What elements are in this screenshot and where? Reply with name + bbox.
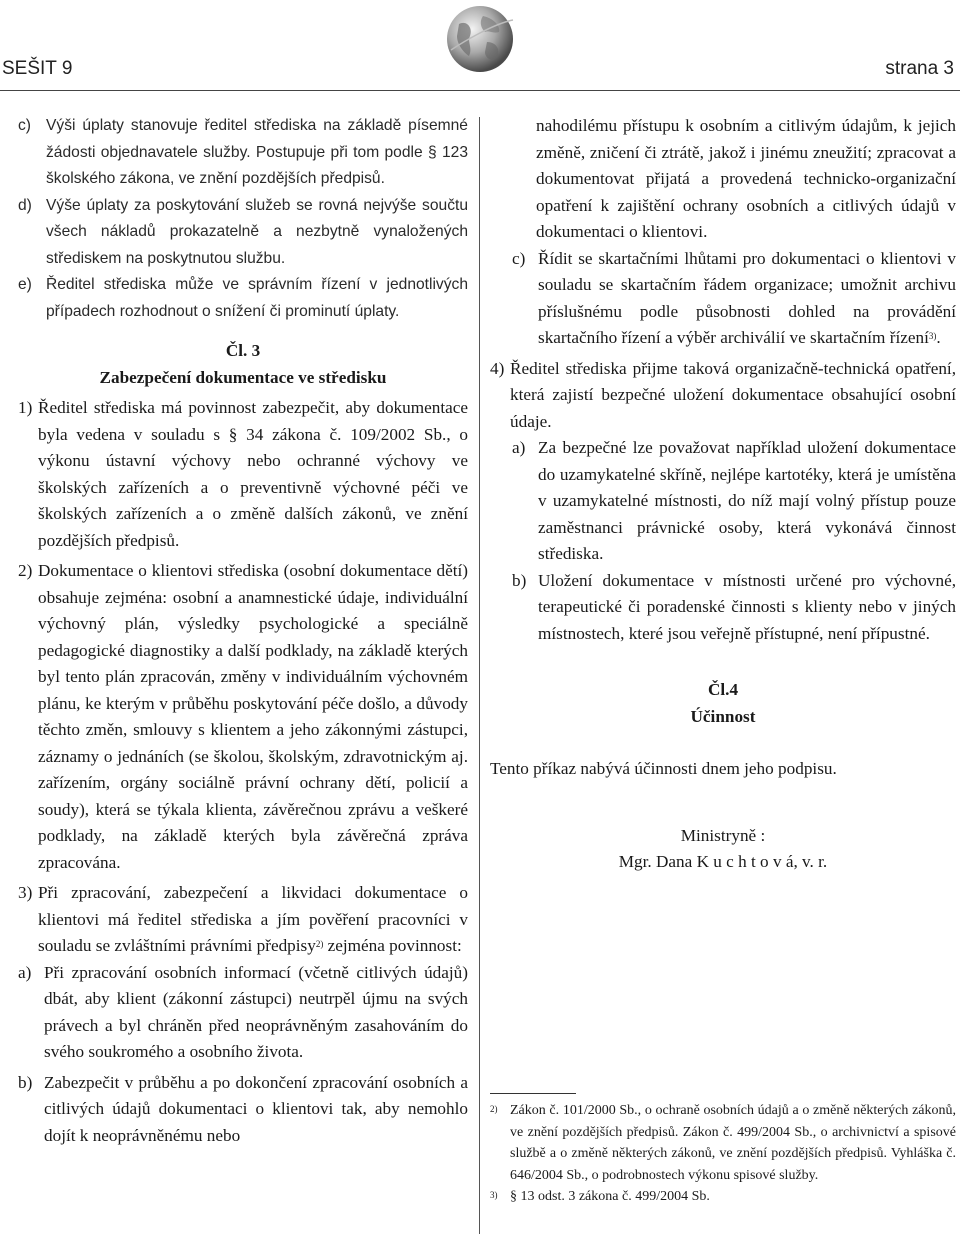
list-item-2 [18,558,468,876]
header-divider [0,90,960,91]
article-3-number: Čl. 3 [225,341,261,360]
header-right: strana 3 [885,58,954,79]
footnote-ref-3: 3) [928,331,937,341]
list-text: Zabezpečit v průběhu a po dokončení zpracování osobních a citlivých údajů dokumentaci o klientovi tak, aby nemohlo dojít k neoprávněnému nebo [44,1072,468,1145]
list-label: c) [18,117,31,134]
list-item-d [18,193,468,273]
list-text: Dokumentace o klientovi střediska (osobní dokumentace dětí) obsahuje zejména: osobní a anamnestické údaje, individuální výchovný plán, výsledky psychologické a speciálně pedagogické diagnostiky a další podklady, na základě kterých byl tento plán zpracován, změny v individuálním výchovném plánu, ke kterým v průběhu poskytování péče došlo, a důvody těchto změn, smlouvy s klientem a jeho zákonnými zástupci, záznamy o jednáních (se školou, školským, zdravotnickým aj. zařízením, orgány sociálně právní ochrany dětí, policií a soudy), která se týkala klienta, závěrečnou zprávu a veškeré podklady, na základě kterých byla závěrečná zpráva zpracována. [38,561,468,872]
list-text [538,246,956,352]
footnote-ref-2: 2) [315,939,324,949]
footnotes [490,1100,956,1208]
list-text: Výše úplaty za poskytování služeb se rovná nejvýše součtu všech nákladů prokazatelně a nezbytně vynaložených střediskem na poskytnutou službu. [46,196,468,267]
list-text: nahodilému přístupu k osobním a citlivým údajům, k jejich změně, zničení či ztrátě, jakož i jinému zneužití; zpracovat a dokumentovat přijatá a provedená technicko-organizační opatření k zajištění ochrany osobních a citlivých údajů v dokumentaci o klientovi. [536,116,956,241]
list-label: 1) [18,398,33,417]
list-label: 2) [18,561,33,580]
list-label: c) [512,248,526,268]
header-left: SEŠIT 9 [2,58,73,79]
list-label: b) [512,570,527,590]
footnote-3 [490,1186,956,1208]
list-label: d) [18,196,32,214]
footnote-text: Zákon č. 101/2000 Sb., o ochraně osobních údajů a o změně některých zákonů, ve znění pozdějších předpisů. Zákon č. 499/2004 Sb., o archivnictví a spisové službě a o změně některých zákonů, ve znění pozdějších předpisů. Vyhláška č. 646/2004 Sb., o podrobnostech výkonu spisové služby. [510,1103,956,1183]
list-label: a) [18,962,32,982]
article-4-title: Účinnost [690,706,756,726]
list-item-3 [18,880,468,960]
list-text: Ředitel střediska má povinnost zabezpečit, aby dokumentace byla vedena v souladu s § 34 zákona č. 109/2002 Sb., o výkonu ústavní výchovy nebo ochranné výchovy ve školských zařízeních a o preventivně výchovné péči ve školských zařízeních a o změně dalších zákonů, ve znění pozdějších předpisů. [38,398,468,550]
minister-label: Ministryně : [680,825,766,845]
list-label: 3) [18,883,33,902]
article-3-title: Zabezpečení dokumentace ve středisku [99,367,387,387]
left-column [18,113,468,1149]
sublist-item-4b [490,568,956,648]
list-text: Výši úplaty stanovuje ředitel střediska na základě písemné žádosti objednavatele služby. Postupuje při tom podle § 123 školského zákona, ve znění pozdějších předpisů. [46,117,468,187]
list-text-tail: . [936,328,941,347]
article-4-number: Čl.4 [707,680,739,699]
footnote-text: § 13 odst. 3 zákona č. 499/2004 Sb. [510,1189,710,1204]
list-text-b: zejména povinnost: [323,936,462,955]
list-text-a: Při zpracování, zabezpečení a likvidaci dokumentace o klientovi má ředitel střediska a jím pověření pracovníci v souladu se zvláštními právními předpisy [38,883,468,955]
sublist-item-c [490,246,956,352]
footnote-divider [490,1093,576,1094]
list-item-4 [490,356,956,436]
footnote-2 [490,1100,956,1186]
effect-statement: Tento příkaz nabývá účinnosti dnem jeho podpisu. [490,759,837,778]
list-label: b) [18,1072,33,1092]
footnote-number: 2) [490,1104,498,1114]
list-item-e [18,272,468,325]
list-text: Za bezpečné lze považovat například uložení dokumentace do uzamykatelné skříně, nejlépe kartotéky, která je umístěna v uzamykatelné místnosti, do níž mají volný přístup pouze zaměstnanci právnické osoby, která vykonává činnost střediska. [538,438,956,563]
minister-name: Mgr. Dana K u c h t o v á, v. r. [618,852,828,871]
list-text: Při zpracování osobních informací (včetně citlivých údajů) dbát, aby klient (zákonní zástupci) neutrpěl újmu na svých právech a byl chráněn před neoprávněným zasahováním do svého soukromého a osobního života. [44,962,468,1061]
list-text: Ředitel střediska přijme taková organizačně-technická opatření, která zajistí bezpečné uložení dokumentace obsahující osobní údaje. [510,358,956,431]
sublist-item-a [18,960,468,1066]
list-text: Ředitel střediska může ve správním řízení v jednotlivých případech rozhodnout o snížení či prominutí úplaty. [46,276,468,320]
list-label: e) [18,276,32,293]
sublist-item-b [18,1070,468,1150]
list-item-c [18,113,468,193]
right-column [490,113,956,876]
list-label: a) [512,438,526,457]
sublist-item-4a [490,435,956,568]
globe-logo [443,2,517,76]
footnote-number: 3) [490,1190,498,1200]
list-text [38,880,468,960]
list-item-1 [18,395,468,554]
list-text: Uložení dokumentace v místnosti určené pro výchovné, terapeutické či poradenské činnosti s klienty nebo v jiných místnostech, které jsou veřejně přístupné, není přípustné. [538,570,956,643]
column-divider [479,117,480,1234]
list-text-main: Řídit se skartačními lhůtami pro dokumentaci o klientovi v souladu se skartačním řádem organizace; umožnit archivu příslušnému podle působnosti dohled na provádění skartačního řízení a výběr archiválií ve skartačním řízení [538,248,956,347]
continued-paragraph [490,113,956,246]
list-label: 4) [490,358,505,378]
